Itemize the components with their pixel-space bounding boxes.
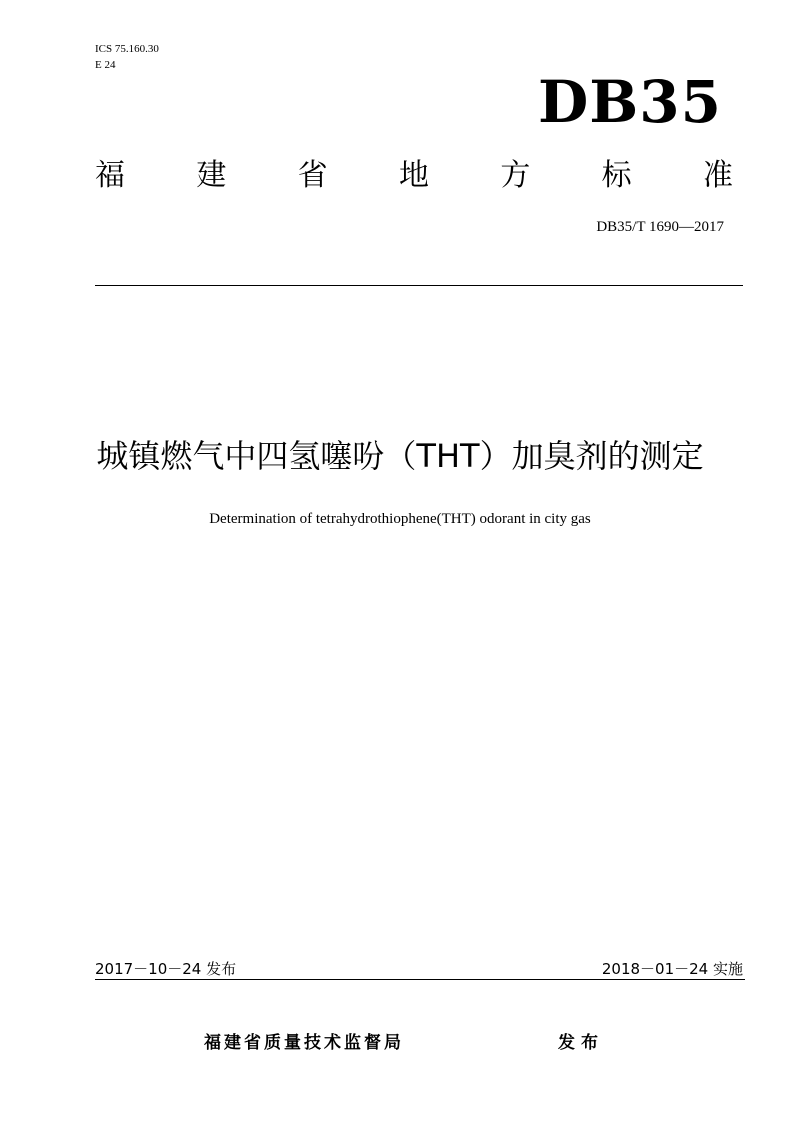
document-title-en: Determination of tetrahydrothiophene(THT) odorant in city gas	[209, 511, 591, 527]
standard-type-char: 方	[500, 158, 531, 193]
issue-label: 发布	[558, 1033, 604, 1053]
standard-type-char: 准	[702, 158, 733, 193]
ics-code: ICS 75.160.30	[95, 43, 159, 55]
standard-type-char: 建	[196, 158, 227, 193]
standard-type-char: 省	[297, 158, 328, 193]
issuing-authority: 福建省质量技术监督局	[204, 1033, 404, 1053]
publish-date: 2017－10－24 发布	[95, 960, 237, 978]
standard-type-char: 福	[95, 158, 125, 193]
footer-divider	[95, 979, 745, 980]
standard-number: DB35/T 1690—2017	[596, 219, 724, 235]
implement-date: 2018－01－24 实施	[601, 960, 743, 978]
header-divider	[95, 285, 743, 286]
standard-prefix-code: DB35	[537, 68, 722, 136]
document-title-zh: 城镇燃气中四氢噻吩（THT）加臭剂的测定	[96, 437, 704, 475]
standard-type-char: 标	[601, 158, 632, 193]
standard-type-title	[95, 158, 733, 194]
classification-code: E 24	[95, 59, 116, 71]
standard-type-char: 地	[398, 158, 429, 193]
